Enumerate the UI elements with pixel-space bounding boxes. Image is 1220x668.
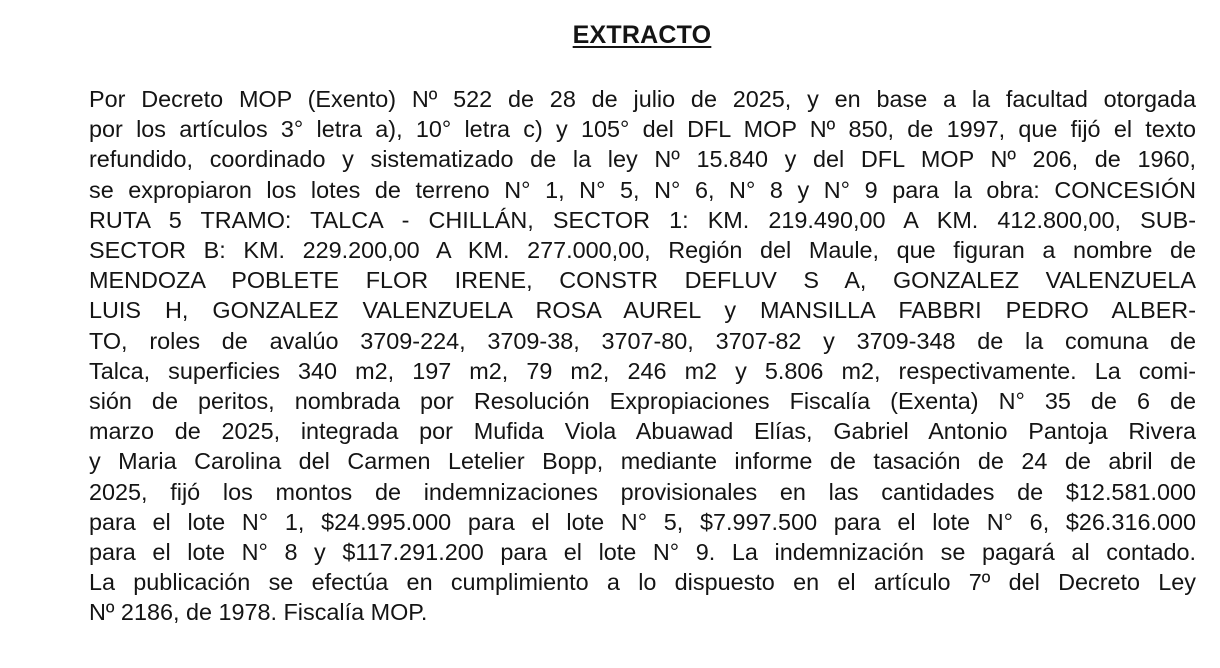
- body-line: para el lote N° 1, $24.995.000 para el lote N° 5, $7.997.500 para el lote N° 6, $26.316.000: [89, 508, 1196, 535]
- body-line: por los artículos 3° letra a), 10° letra c) y 105° del DFL MOP Nº 850, de 1997, que fijó el texto: [89, 116, 1196, 143]
- document-title: EXTRACTO: [572, 21, 712, 49]
- body-line: y Maria Carolina del Carmen Letelier Bopp, mediante informe de tasación de 24 de abril de: [89, 448, 1196, 475]
- document-body: [89, 84, 1196, 628]
- body-line: TO, roles de avalúo 3709-224, 3709-38, 3707-80, 3707-82 y 3709-348 de la comuna de: [89, 327, 1196, 354]
- body-line: 2025, fijó los montos de indemnizaciones provisionales en las cantidades de $12.581.000: [89, 478, 1196, 505]
- body-line: MENDOZA POBLETE FLOR IRENE, CONSTR DEFLUV S A, GONZALEZ VALENZUELA: [89, 267, 1196, 294]
- body-line: refundido, coordinado y sistematizado de la ley Nº 15.840 y del DFL MOP Nº 206, de 1960,: [89, 146, 1196, 173]
- body-line: para el lote N° 8 y $117.291.200 para el lote N° 9. La indemnización se pagará al contado.: [89, 539, 1196, 566]
- body-line: SECTOR B: KM. 229.200,00 A KM. 277.000,00, Región del Maule, que figuran a nombre de: [89, 237, 1196, 264]
- body-line: Por Decreto MOP (Exento) Nº 522 de 28 de julio de 2025, y en base a la facultad otorgada: [89, 86, 1196, 112]
- body-line: Talca, superficies 340 m2, 197 m2, 79 m2, 246 m2 y 5.806 m2, respectivamente. La comi-: [89, 357, 1196, 384]
- body-line: La publicación se efectúa en cumplimiento a lo dispuesto en el artículo 7º del Decreto Ley: [89, 569, 1196, 596]
- body-line: sión de peritos, nombrada por Resolución Expropiaciones Fiscalía (Exenta) N° 35 de 6 de: [89, 388, 1196, 415]
- body-line: RUTA 5 TRAMO: TALCA - CHILLÁN, SECTOR 1: KM. 219.490,00 A KM. 412.800,00, SUB-: [89, 206, 1196, 233]
- body-line: marzo de 2025, integrada por Mufida Viola Abuawad Elías, Gabriel Antonio Pantoja Rivera: [89, 418, 1196, 445]
- body-line: Nº 2186, de 1978. Fiscalía MOP.: [89, 599, 428, 626]
- body-line: se expropiaron los lotes de terreno N° 1, N° 5, N° 6, N° 8 y N° 9 para la obra: CONCESIÓN: [89, 176, 1196, 203]
- body-line: LUIS H, GONZALEZ VALENZUELA ROSA AUREL y MANSILLA FABBRI PEDRO ALBER-: [89, 297, 1196, 324]
